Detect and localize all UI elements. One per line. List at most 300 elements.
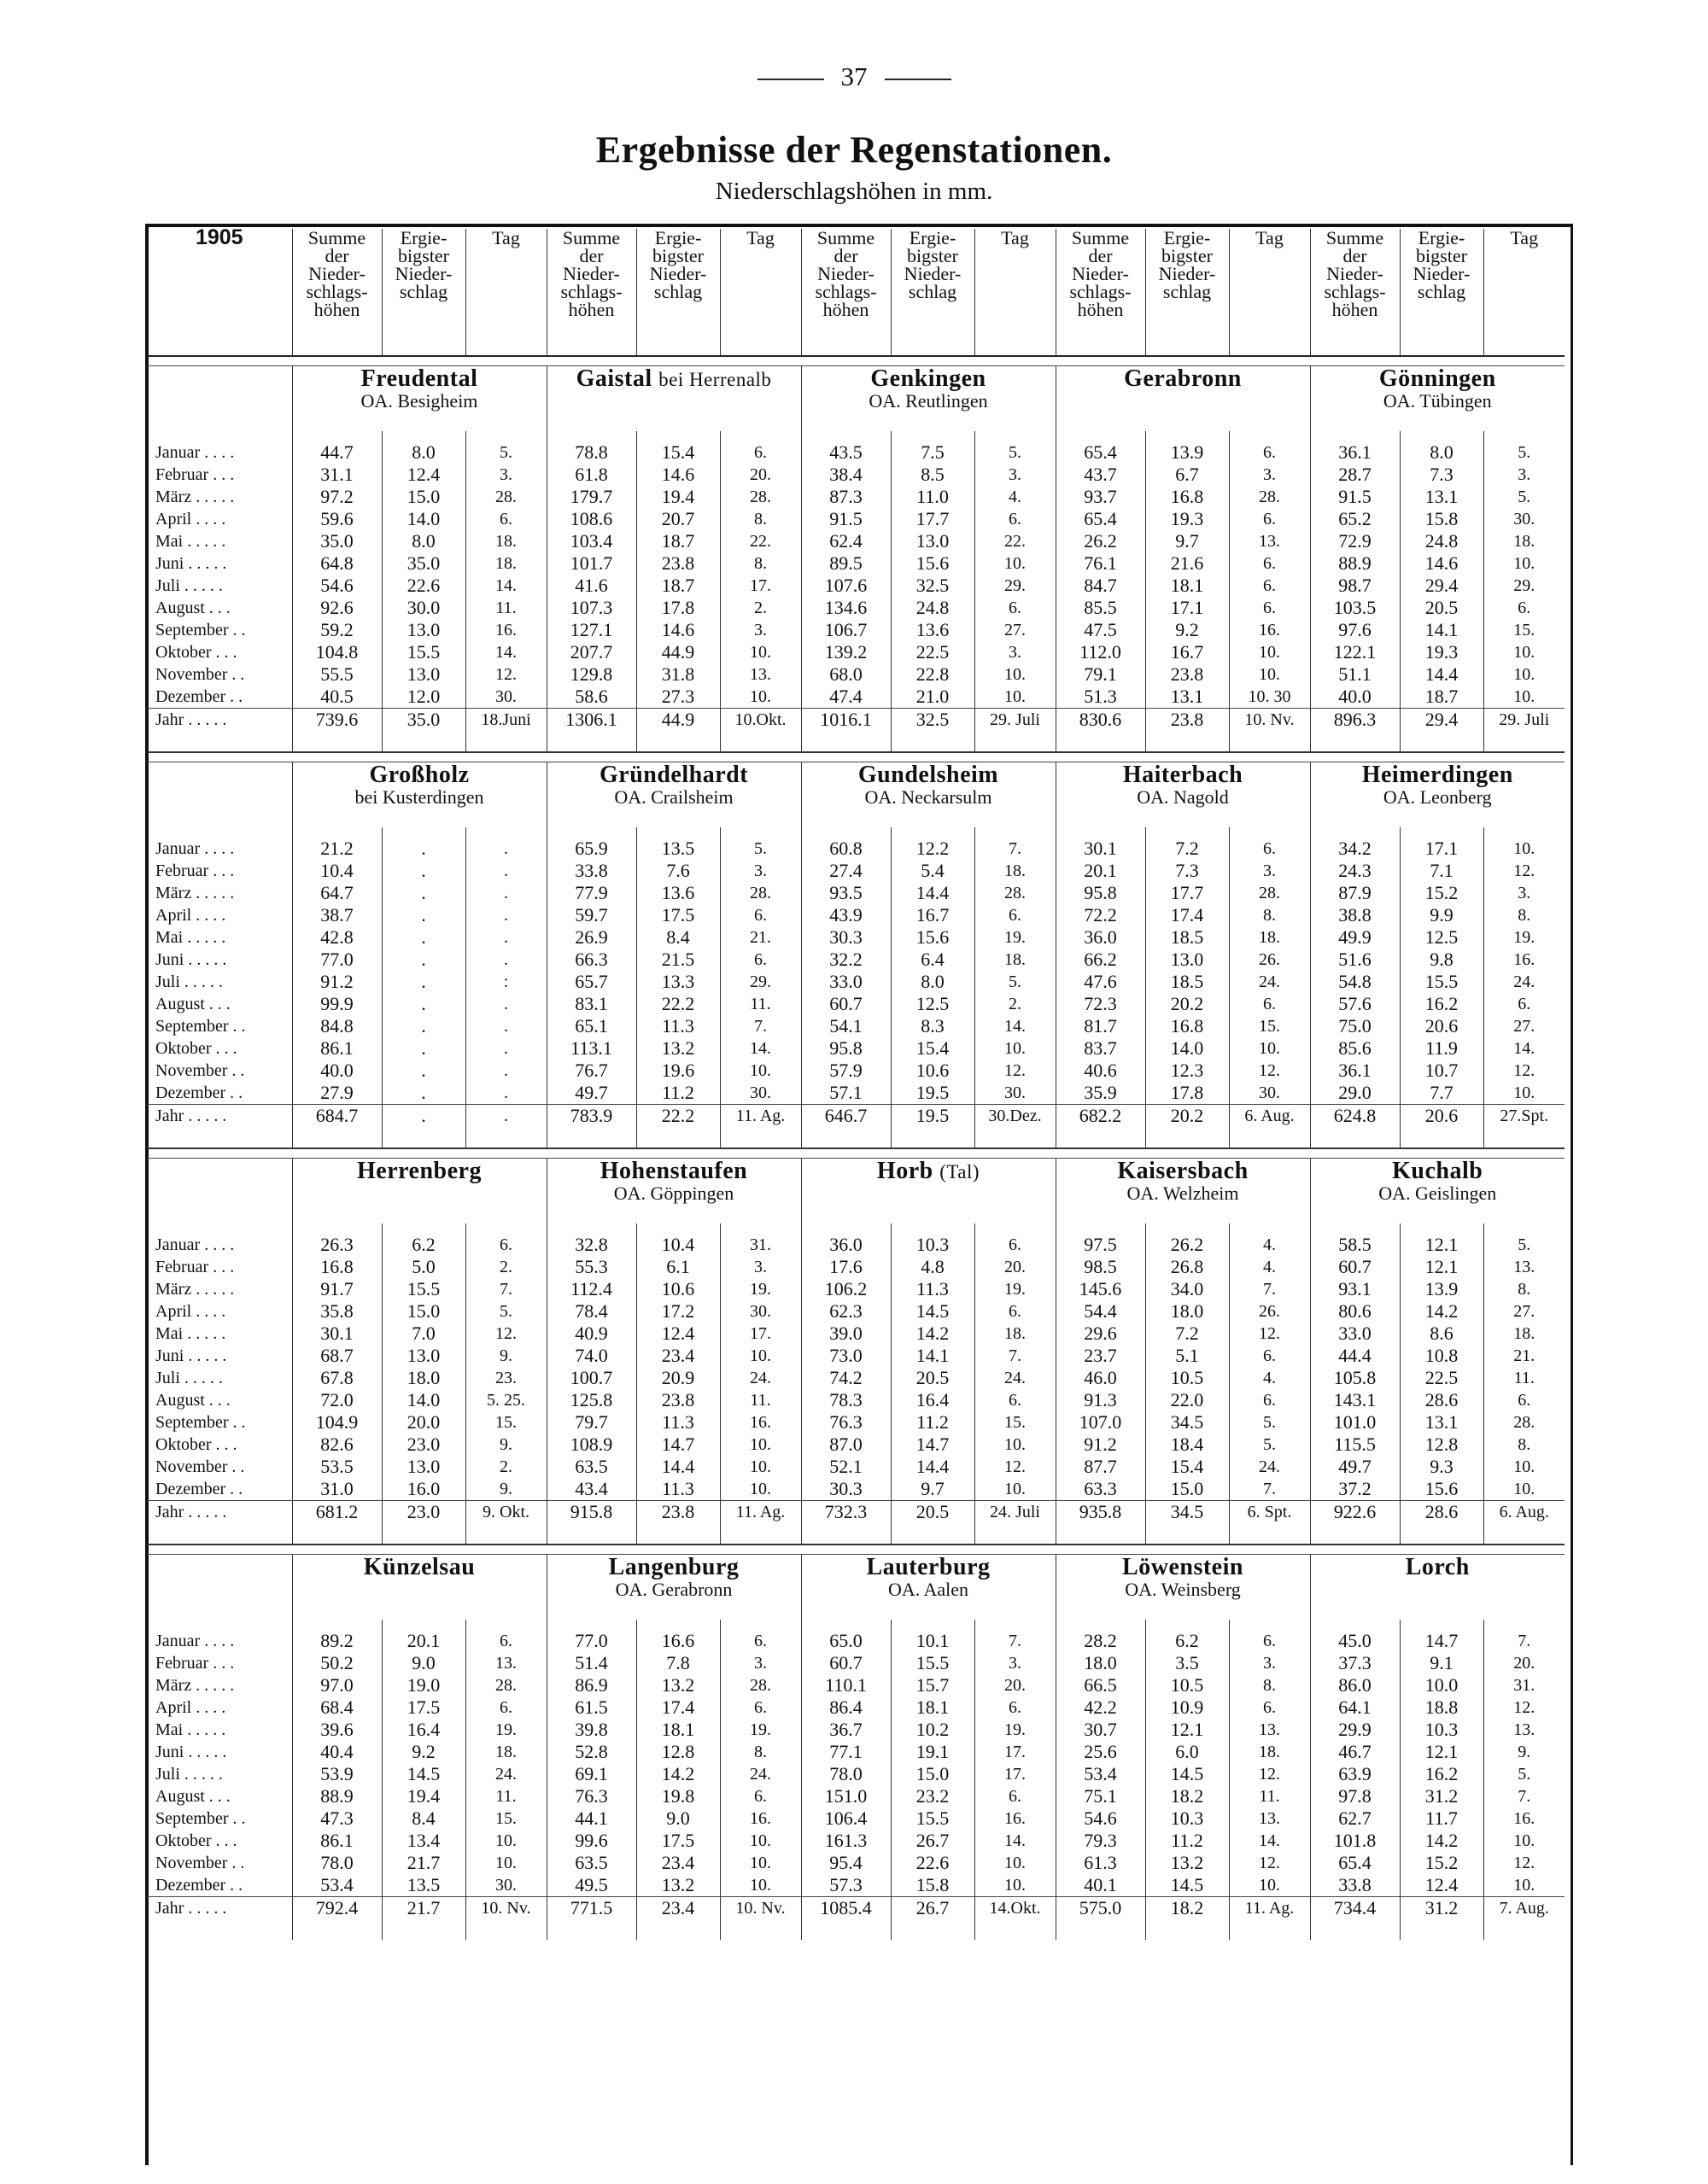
header-tag: Tag <box>1229 229 1310 356</box>
value-day: 2. <box>1009 995 1021 1013</box>
value-sum: 65.4 <box>1084 508 1117 529</box>
value-day: 3. <box>754 621 767 639</box>
station-sum-column <box>1310 827 1400 1105</box>
year-total-value: 27.Spt. <box>1483 1105 1565 1149</box>
station-location-inline: (Tal) <box>939 1161 980 1183</box>
value-sum: 44.4 <box>1338 1345 1372 1366</box>
value-sum: 74.0 <box>575 1345 608 1366</box>
value-max: 9.8 <box>1430 949 1454 970</box>
value-sum: 113.1 <box>570 1037 612 1059</box>
header-ergiebig-line: Ergie- <box>400 229 447 248</box>
value-max: 24.8 <box>1424 530 1459 552</box>
station-max-column <box>382 1223 465 1501</box>
year-total-value: 23.8 <box>1145 709 1229 753</box>
value-sum: 34.2 <box>1338 838 1372 859</box>
station-max-column <box>891 827 974 1105</box>
year-total-value: 682.2 <box>1056 1105 1145 1149</box>
station-max-column <box>891 1620 974 1897</box>
value-sum: 87.0 <box>829 1434 863 1455</box>
value-max: 19.3 <box>1170 508 1204 529</box>
value-max: 12.5 <box>915 993 950 1014</box>
station-max-column <box>1145 431 1229 709</box>
station-max-column <box>1400 431 1483 709</box>
value-max: 29.4 <box>1424 575 1459 596</box>
value-sum: 28.2 <box>1084 1630 1117 1651</box>
value-day: 6. <box>1518 599 1531 617</box>
value-sum: 36.0 <box>1084 926 1117 948</box>
value-day: 8. <box>1518 1280 1531 1299</box>
value-max: 20.5 <box>915 1367 950 1388</box>
header-summe-line: der <box>579 245 604 266</box>
value-sum: 30.1 <box>320 1323 354 1344</box>
value-day: 5. 25. <box>487 1391 525 1410</box>
month-label: Februar . . . <box>155 1654 235 1673</box>
value-sum: 72.0 <box>320 1389 354 1410</box>
station-max-column <box>382 1620 465 1897</box>
value-sum: 97.8 <box>1338 1785 1372 1807</box>
value-sum: 99.9 <box>320 993 354 1014</box>
value-sum: 40.6 <box>1084 1060 1117 1081</box>
value-day: 7. <box>500 1280 512 1299</box>
value-sum: 43.4 <box>575 1478 608 1499</box>
value-sum: 145.6 <box>1079 1278 1122 1299</box>
value-sum: 57.6 <box>1338 993 1372 1014</box>
value-max: 10.3 <box>1170 1807 1204 1829</box>
value-max: 18.7 <box>661 575 695 596</box>
value-day: . <box>504 906 508 925</box>
year-total-row <box>147 1897 1565 1941</box>
value-max: 19.0 <box>407 1674 441 1696</box>
year-total-value: 684.7 <box>292 1105 382 1149</box>
header-ergiebig-line: Nieder- <box>1413 263 1471 284</box>
station-header <box>801 1159 1056 1224</box>
value-day: 14. <box>1513 1039 1535 1058</box>
value-max: 13.1 <box>1424 486 1459 507</box>
value-max: 13.2 <box>661 1674 695 1696</box>
value-day: 30. <box>495 1876 517 1895</box>
value-sum: 88.9 <box>1338 552 1372 574</box>
header-ergiebig <box>1400 229 1483 356</box>
value-max: 32.5 <box>915 575 950 596</box>
value-sum: 43.5 <box>829 441 863 463</box>
month-label: Dezember . . <box>155 687 243 706</box>
value-max: 17.1 <box>1170 597 1204 618</box>
station-name-text: Haiterbach <box>1122 762 1243 788</box>
station-header <box>1310 762 1565 828</box>
value-max: . <box>421 882 426 903</box>
value-max: 6.4 <box>921 949 945 970</box>
value-max: 11.7 <box>1425 1807 1458 1829</box>
value-day: 22. <box>750 532 771 551</box>
value-day: 6. <box>500 1632 512 1650</box>
station-max-column <box>1145 1223 1229 1501</box>
value-sum: 86.9 <box>575 1674 608 1696</box>
value-sum: 86.1 <box>320 1037 354 1059</box>
value-day: 14. <box>1004 1831 1026 1850</box>
value-sum: 91.5 <box>829 508 863 529</box>
value-max: 7.7 <box>1430 1082 1454 1103</box>
station-district: OA. Göppingen <box>613 1183 734 1204</box>
value-day: 16. <box>750 1413 771 1432</box>
value-max: . <box>421 1037 426 1059</box>
value-max: 9.3 <box>1430 1456 1454 1477</box>
value-sum: 33.0 <box>1338 1323 1372 1344</box>
value-day: 30. <box>1259 1083 1280 1102</box>
station-name-text: Gönningen <box>1378 365 1496 392</box>
month-label: Mai . . . . . <box>155 532 226 551</box>
header-ergiebig-line: Nieder- <box>904 263 962 284</box>
station-name-text: Künzelsau <box>363 1554 476 1580</box>
value-sum: 45.0 <box>1338 1630 1372 1651</box>
year-total-value: 20.6 <box>1400 1105 1483 1149</box>
value-max: . <box>421 926 426 948</box>
header-ergiebig-line: bigster <box>1161 245 1213 266</box>
station-name <box>802 762 1056 788</box>
value-day: 12. <box>1513 1698 1535 1717</box>
value-max: 14.2 <box>1424 1300 1459 1322</box>
value-day: 11. <box>1513 1369 1535 1387</box>
value-sum: 73.0 <box>829 1345 863 1366</box>
station-name-text: Kaisersbach <box>1117 1158 1249 1184</box>
station-name-text: Langenburg <box>608 1554 740 1580</box>
header-ergiebig-line: Ergie- <box>909 229 956 248</box>
value-sum: 32.8 <box>575 1234 608 1255</box>
value-day: 28. <box>1259 488 1280 506</box>
month-label: Oktober . . . <box>155 1435 237 1454</box>
station-max-column <box>1400 1620 1483 1897</box>
year-total-value: 6. Spt. <box>1229 1501 1310 1545</box>
value-day: 3. <box>1263 1654 1276 1673</box>
value-day: 19. <box>495 1720 517 1739</box>
value-day: 11. <box>750 995 771 1013</box>
header-ergiebig-line: schlag <box>1417 281 1466 302</box>
page-title: Ergebnisse der Regenstationen. <box>595 129 1113 171</box>
value-day: 27. <box>1004 621 1026 639</box>
station-day-column <box>465 827 547 1105</box>
value-sum: 80.6 <box>1338 1300 1372 1322</box>
value-day: 3. <box>1263 861 1276 880</box>
value-max: 18.7 <box>1424 686 1459 707</box>
value-day: 3. <box>1009 1654 1021 1673</box>
value-sum: 51.6 <box>1338 949 1372 970</box>
value-sum: 63.5 <box>575 1456 608 1477</box>
station-day-column <box>1229 1223 1310 1501</box>
year-total-value: 19.5 <box>891 1105 974 1149</box>
value-sum: 25.6 <box>1084 1741 1117 1762</box>
value-max: 13.4 <box>407 1830 441 1851</box>
header-summe <box>292 229 382 356</box>
station-sum-column <box>1056 1620 1145 1897</box>
value-day: 30. <box>750 1083 771 1102</box>
value-max: 35.0 <box>407 552 441 574</box>
value-max: 16.0 <box>407 1478 441 1499</box>
header-ergiebig-line: bigster <box>398 245 449 266</box>
value-max: 11.2 <box>916 1411 949 1433</box>
value-sum: 65.4 <box>1084 441 1117 463</box>
value-day: 12. <box>495 665 517 684</box>
value-day: 5. <box>1263 1435 1276 1454</box>
value-day: 12. <box>1513 861 1535 880</box>
value-sum: 134.6 <box>824 597 868 618</box>
value-day: 6. <box>1009 1302 1021 1321</box>
value-sum: 33.8 <box>575 860 608 881</box>
value-max: 12.0 <box>407 686 441 707</box>
year-total-value: 10. Nv. <box>1229 709 1310 753</box>
value-sum: 50.2 <box>320 1652 354 1673</box>
value-day: 11. <box>1259 1787 1280 1806</box>
value-day: 24. <box>1259 1457 1280 1476</box>
year-total-value: 734.4 <box>1310 1897 1400 1941</box>
header-summe-line: der <box>325 245 349 266</box>
station-sum-column <box>292 827 382 1105</box>
value-day: 4. <box>1263 1235 1276 1254</box>
value-sum: 65.9 <box>575 838 608 859</box>
value-day: 12. <box>1004 1061 1026 1080</box>
value-max: 14.6 <box>661 619 695 640</box>
value-day: 26. <box>1259 1302 1280 1321</box>
value-day: 10. <box>1513 1831 1535 1850</box>
value-day: 10. <box>1513 643 1535 662</box>
year-total-value: 783.9 <box>547 1105 636 1149</box>
value-day: 10. <box>1513 1457 1535 1476</box>
value-max: 17.4 <box>1170 904 1204 926</box>
value-day: 28. <box>1004 884 1026 902</box>
year-total-value: 6. Aug. <box>1229 1105 1310 1149</box>
station-header <box>547 1159 801 1224</box>
value-sum: 43.7 <box>1084 464 1117 485</box>
header-summe-line: Nieder- <box>1072 263 1129 284</box>
value-sum: 20.1 <box>1084 860 1117 881</box>
value-day: 21. <box>1513 1346 1535 1365</box>
value-day: 10. <box>1259 1876 1280 1895</box>
value-day: 19. <box>1004 1720 1026 1739</box>
value-sum: 62.4 <box>829 530 863 552</box>
month-label: November . . <box>155 1061 245 1080</box>
value-sum: 60.7 <box>829 1652 863 1673</box>
station-max-column <box>382 431 465 709</box>
value-max: 8.6 <box>1430 1323 1454 1344</box>
value-max: 17.7 <box>915 508 950 529</box>
station-header <box>292 1159 547 1224</box>
value-day: 16. <box>1513 950 1535 969</box>
value-sum: 91.3 <box>1084 1389 1117 1410</box>
value-sum: 64.8 <box>320 552 354 574</box>
value-max: 17.4 <box>661 1696 695 1718</box>
value-sum: 67.8 <box>320 1367 354 1388</box>
value-max: 14.7 <box>915 1434 950 1455</box>
year-total-value: 26.7 <box>891 1897 974 1941</box>
value-max: 14.5 <box>915 1300 950 1322</box>
value-max: . <box>421 904 426 926</box>
value-max: 12.8 <box>661 1741 695 1762</box>
header-summe-line: schlags- <box>1324 281 1386 302</box>
station-header <box>1310 1159 1565 1224</box>
value-sum: 95.4 <box>829 1852 863 1873</box>
value-max: 8.0 <box>412 441 436 463</box>
value-max: 14.2 <box>915 1323 950 1344</box>
station-day-column <box>1229 1620 1310 1897</box>
value-max: 26.2 <box>1170 1234 1204 1255</box>
value-day: 3. <box>754 1258 767 1276</box>
value-day: 8. <box>1518 1435 1531 1454</box>
year-total-value: 792.4 <box>292 1897 382 1941</box>
value-day: 6. <box>1009 1391 1021 1410</box>
value-day: 20. <box>1004 1676 1026 1695</box>
value-max: 15.4 <box>661 441 695 463</box>
header-summe-line: Nieder- <box>1326 263 1383 284</box>
value-max: 20.2 <box>1170 993 1204 1014</box>
value-day: 6. <box>1263 510 1276 528</box>
station-name <box>1056 366 1310 392</box>
value-max: 12.3 <box>1170 1060 1204 1081</box>
value-max: 13.0 <box>407 619 441 640</box>
station-header <box>292 1555 547 1620</box>
station-header <box>547 366 801 432</box>
value-day: 6. <box>1518 995 1531 1013</box>
value-sum: 61.8 <box>575 464 608 485</box>
header-ergiebig <box>891 229 974 356</box>
station-district: OA. Nagold <box>1137 786 1229 808</box>
value-day: 18. <box>495 532 517 551</box>
station-district: OA. Geislingen <box>1378 1183 1497 1204</box>
value-day: 16. <box>495 621 517 639</box>
value-max: 14.6 <box>661 464 695 485</box>
value-max: 17.5 <box>407 1696 441 1718</box>
year-total-row <box>147 709 1565 753</box>
value-max: 10.3 <box>1424 1719 1459 1740</box>
value-day: 18. <box>495 554 517 573</box>
value-sum: 62.7 <box>1338 1807 1372 1829</box>
station-header <box>801 366 1056 432</box>
value-sum: 30.7 <box>1084 1719 1117 1740</box>
value-max: 10.5 <box>1170 1367 1204 1388</box>
value-day: 8. <box>1263 1676 1276 1695</box>
station-header <box>547 762 801 828</box>
month-label: April . . . . <box>155 1698 226 1717</box>
station-day-column <box>465 1620 547 1897</box>
year-total-value: . <box>465 1105 547 1149</box>
value-day: 28. <box>1259 884 1280 902</box>
value-day: 10. <box>495 1854 517 1872</box>
value-max: 10.7 <box>1424 1060 1459 1081</box>
station-day-column <box>720 1223 801 1501</box>
station-sum-column <box>292 431 382 709</box>
station-header <box>1310 366 1565 432</box>
value-sum: 97.2 <box>320 486 354 507</box>
station-sum-column <box>801 1620 891 1897</box>
value-day: 12. <box>1259 1061 1280 1080</box>
value-sum: 103.4 <box>570 530 613 552</box>
value-max: 12.1 <box>1424 1256 1459 1277</box>
month-label: August . . . <box>155 995 231 1013</box>
value-sum: 88.9 <box>320 1785 354 1807</box>
station-sum-column <box>801 1223 891 1501</box>
value-max: . <box>421 971 426 992</box>
value-day: 8. <box>754 510 767 528</box>
value-sum: 122.1 <box>1333 641 1377 663</box>
value-sum: 61.5 <box>575 1696 608 1718</box>
year-total-value: 31.2 <box>1400 1897 1483 1941</box>
value-day: 8. <box>1263 906 1276 925</box>
value-max: 8.0 <box>921 971 945 992</box>
value-max: 14.2 <box>1424 1830 1459 1851</box>
value-sum: 18.0 <box>1084 1652 1117 1673</box>
month-label: März . . . . . <box>155 1280 235 1299</box>
header-summe-line: der <box>834 245 858 266</box>
month-label: September . . <box>155 621 246 639</box>
value-sum: 77.0 <box>320 949 354 970</box>
value-sum: 53.4 <box>320 1874 354 1895</box>
value-day: : <box>503 972 509 991</box>
value-sum: 93.7 <box>1084 486 1117 507</box>
value-sum: 46.0 <box>1084 1367 1117 1388</box>
value-max: 10.4 <box>661 1234 695 1255</box>
value-sum: 139.2 <box>824 641 868 663</box>
station-name-text: Gaistal <box>576 365 652 392</box>
value-day: 10. <box>495 1831 517 1850</box>
value-sum: 84.7 <box>1084 575 1117 596</box>
station-max-column <box>636 827 720 1105</box>
year-total-value: 24. Juli <box>974 1501 1056 1545</box>
station-name <box>1056 1159 1310 1184</box>
value-max: 27.3 <box>661 686 695 707</box>
value-day: 28. <box>495 488 517 506</box>
value-day: 29. <box>1513 576 1535 595</box>
month-label: September . . <box>155 1017 246 1036</box>
value-max: 14.5 <box>1170 1874 1204 1895</box>
value-sum: 100.7 <box>570 1367 613 1388</box>
station-name-text: Kuchalb <box>1392 1158 1483 1184</box>
year-total-value: 18.2 <box>1145 1897 1229 1941</box>
value-sum: 26.2 <box>1084 530 1117 552</box>
value-day: 12. <box>1004 1457 1026 1476</box>
value-max: 17.5 <box>661 904 695 926</box>
value-day: 5. <box>1518 443 1531 462</box>
month-label: Februar . . . <box>155 465 235 484</box>
station-day-column <box>465 1223 547 1501</box>
station-sum-column <box>547 827 636 1105</box>
value-day: . <box>504 1017 508 1036</box>
value-day: 3. <box>1263 465 1276 484</box>
value-max: 13.5 <box>407 1874 441 1895</box>
page-number: 37 <box>0 61 1708 92</box>
year-total-value: 1016.1 <box>801 709 891 753</box>
year-total-value: 30.Dez. <box>974 1105 1056 1149</box>
month-label: Dezember . . <box>155 1480 243 1498</box>
year-total-value: 830.6 <box>1056 709 1145 753</box>
value-day: 8. <box>754 554 767 573</box>
value-sum: 38.4 <box>829 464 863 485</box>
value-sum: 66.5 <box>1084 1674 1117 1696</box>
month-label: November . . <box>155 665 245 684</box>
month-label: Oktober . . . <box>155 1039 237 1058</box>
value-day: 5. <box>500 1302 512 1321</box>
station-district: bei Kusterdingen <box>354 786 484 808</box>
value-day: 11. <box>495 1787 517 1806</box>
value-max: 11.3 <box>662 1478 694 1499</box>
value-max: . <box>421 1082 426 1103</box>
month-label: Mai . . . . . <box>155 928 226 947</box>
value-max: 20.1 <box>407 1630 441 1651</box>
year-total-value: 1085.4 <box>801 1897 891 1941</box>
value-day: 27. <box>1513 1017 1535 1036</box>
value-day: 18. <box>1004 950 1026 969</box>
value-day: 7. <box>1263 1280 1276 1299</box>
value-day: 10. <box>1004 1039 1026 1058</box>
month-label: September . . <box>155 1413 246 1432</box>
year-total-value: 6. Aug. <box>1483 1501 1565 1545</box>
header-summe-line: schlags- <box>815 281 877 302</box>
